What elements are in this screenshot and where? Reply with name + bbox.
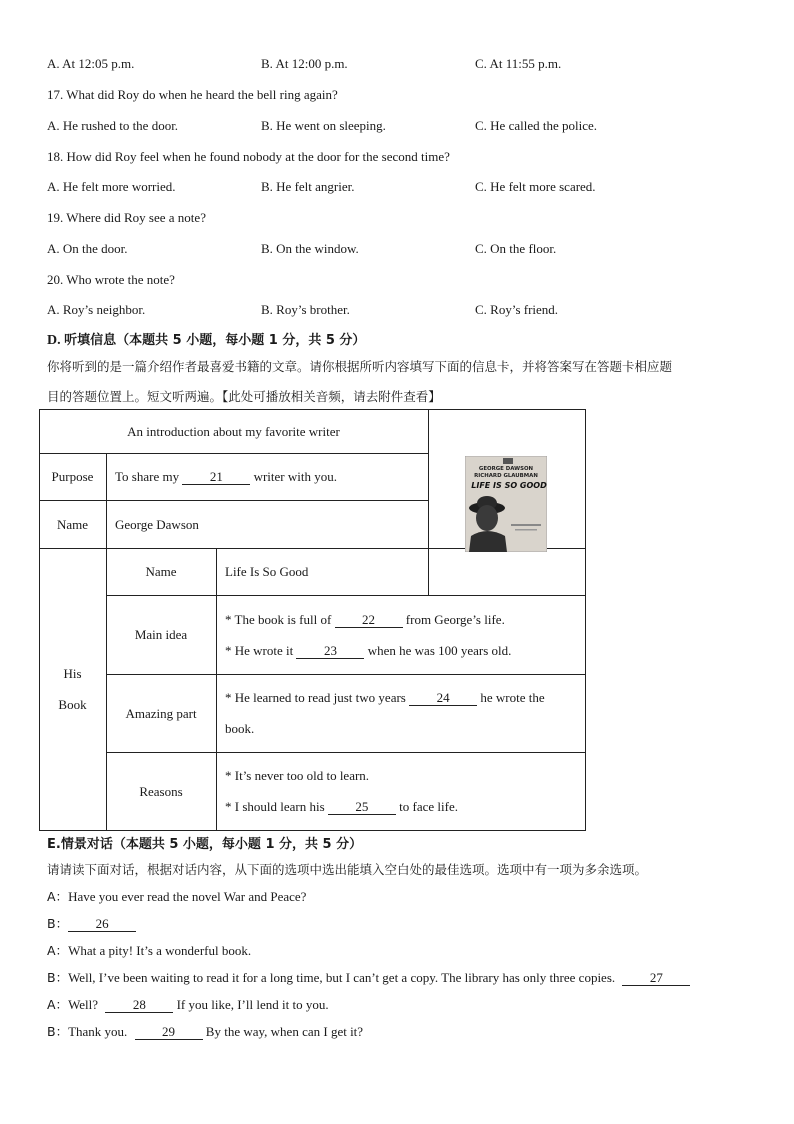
q17-option-b: B. He went on sleeping. (261, 118, 386, 133)
purpose-pre: To share my (115, 469, 180, 484)
section-d-title: 听填信息（本题共 5 小题，每小题 1 分，共 5 分） (64, 333, 366, 348)
name-label: Name (56, 517, 89, 532)
main-idea-1-post: from George’s life. (405, 612, 505, 627)
blank-22: 22 (335, 613, 403, 628)
section-e-instruction: 请请读下面对话，根据对话内容，从下面的选项中选出能填入空白处的最佳选项。选项中有一项为多余选项。 (47, 862, 648, 877)
main-idea-2-pre: * He wrote it (225, 643, 294, 658)
q20-option-c: C. Roy’s friend. (475, 302, 559, 317)
book-label: Book (58, 697, 87, 712)
section-d-instruction-2: 目的答题位置上。短文听两遍。【此处可播放相关音频，请去附件查看】 (47, 389, 441, 404)
section-d-heading (47, 329, 365, 349)
dialogue-text-post: By the way, when can I get it? (205, 1024, 364, 1039)
main-idea-line-2 (225, 643, 511, 659)
amazing-line-2: book. (225, 721, 255, 736)
cover-author-2: RICHARD GLAUBMAN (474, 473, 538, 479)
q18-question: 18. How did Roy feel when he found nobody at the door for the second time? (47, 149, 450, 164)
dialogue-text: Have you ever read the novel War and Peace? (68, 889, 307, 904)
q19-options (47, 241, 767, 259)
reasons-2-pre: * I should learn his (225, 799, 325, 814)
book-name-label: Name (145, 564, 177, 579)
q20-question: 20. Who wrote the note? (47, 272, 175, 287)
main-idea-2-post: when he was 100 years old. (367, 643, 512, 658)
dialogue-line-5 (47, 995, 329, 1013)
q20-options (47, 302, 767, 320)
speaker-b: B： (47, 970, 69, 985)
amazing-1-post: he wrote the (480, 690, 545, 705)
section-e-heading (47, 833, 362, 853)
q20-option-a: A. Roy’s neighbor. (47, 302, 146, 317)
blank-25: 25 (328, 800, 396, 815)
blank-29: 29 (135, 1025, 203, 1040)
q16-option-c: C. At 11:55 p.m. (475, 56, 562, 71)
q16-options (47, 56, 767, 74)
blank-21: 21 (182, 470, 250, 485)
main-idea-line-1 (225, 612, 505, 628)
q18-option-b: B. He felt angrier. (261, 179, 355, 194)
section-d-letter: D. (47, 333, 61, 348)
section-d-instruction-1: 你将听到的是一篇介绍作者最喜爱书籍的文章。请你根据所听内容填写下面的信息卡，并将答案写在答题卡相应题 (47, 359, 673, 374)
q17-question: 17. What did Roy do when he heard the bell ring again? (47, 87, 338, 102)
reasons-2-post: to face life. (399, 799, 458, 814)
purpose-text (115, 469, 337, 485)
dialogue-text-pre: Thank you. (68, 1024, 128, 1039)
speaker-a: A： (47, 943, 69, 958)
q18-option-a: A. He felt more worried. (47, 179, 176, 194)
amazing-part-label: Amazing part (125, 706, 197, 721)
dialogue-line-1 (47, 887, 306, 905)
dialogue-line-6 (47, 1022, 363, 1040)
q18-options (47, 179, 767, 197)
q19-option-b: B. On the window. (261, 241, 359, 256)
q17-options (47, 118, 767, 136)
q16-option-b: B. At 12:00 p.m. (261, 56, 348, 71)
reasons-line-2 (225, 799, 458, 815)
purpose-post: writer with you. (253, 469, 337, 484)
blank-24: 24 (409, 691, 477, 706)
section-e-title: E.情景对话（本题共 5 小题，每小题 1 分，共 5 分） (47, 837, 363, 852)
reasons-line-1: * It’s never too old to learn. (225, 768, 370, 783)
speaker-b: B： (47, 1024, 69, 1039)
q20-option-b: B. Roy’s brother. (261, 302, 350, 317)
amazing-1-pre: * He learned to read just two years (225, 690, 406, 705)
amazing-line-1 (225, 690, 545, 706)
cover-title: LIFE IS SO GOOD (471, 481, 547, 490)
main-idea-1-pre: * The book is full of (225, 612, 332, 627)
q19-question: 19. Where did Roy see a note? (47, 210, 206, 225)
dialogue-text-pre: Well? (68, 997, 99, 1012)
speaker-a: A： (47, 997, 69, 1012)
purpose-label: Purpose (51, 469, 94, 484)
speaker-a: A： (47, 889, 69, 904)
dialogue-line-2 (47, 914, 136, 932)
speaker-b: B： (47, 916, 69, 931)
q17-option-a: A. He rushed to the door. (47, 118, 179, 133)
blank-26: 26 (68, 917, 136, 932)
dialogue-text: Well, I’ve been waiting to read it for a long time, but I can’t get a copy. The library has only three copies. (68, 970, 616, 985)
blank-27: 27 (622, 971, 690, 986)
q19-option-c: C. On the floor. (475, 241, 557, 256)
book-cover-image (465, 456, 547, 552)
table-header: An introduction about my favorite writer (127, 424, 340, 439)
cover-author-1: GEORGE DAWSON (478, 466, 534, 472)
reasons-label: Reasons (139, 784, 183, 799)
q19-option-a: A. On the door. (47, 241, 128, 256)
q18-option-c: C. He felt more scared. (475, 179, 596, 194)
name-value: George Dawson (115, 517, 199, 532)
his-label: His (63, 666, 82, 681)
main-idea-label: Main idea (134, 627, 188, 642)
q16-option-a: A. At 12:05 p.m. (47, 56, 135, 71)
book-name-value: Life Is So Good (225, 564, 309, 579)
dialogue-line-3 (47, 941, 251, 959)
dialogue-line-4 (47, 968, 690, 986)
blank-23: 23 (296, 644, 364, 659)
blank-28: 28 (105, 998, 173, 1013)
q17-option-c: C. He called the police. (475, 118, 598, 133)
dialogue-text-post: If you like, I’ll lend it to you. (176, 997, 329, 1012)
dialogue-text: What a pity! It’s a wonderful book. (68, 943, 252, 958)
